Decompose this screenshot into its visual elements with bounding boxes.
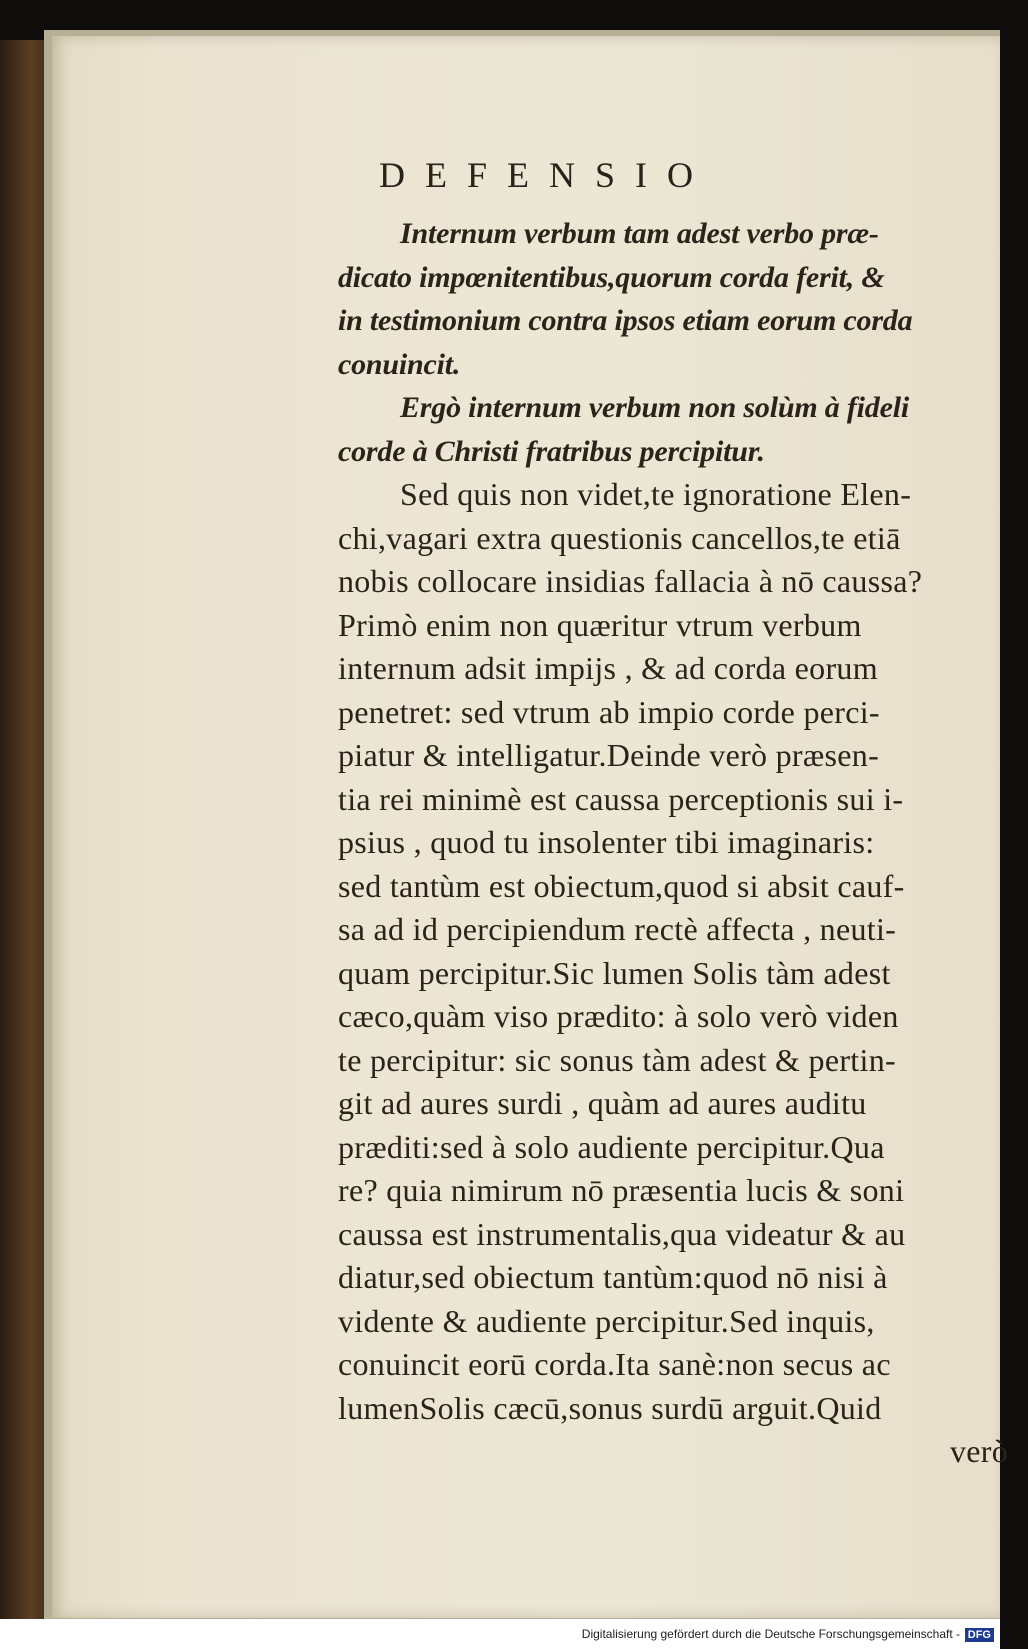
text-line: in testimonium contra ipsos etiam eorum corda bbox=[338, 304, 913, 337]
text-line: vidente & audiente percipitur.Sed inquis, bbox=[338, 1302, 875, 1339]
text-line: lumenSolis cæcū,sonus surdū arguit.Quid bbox=[338, 1389, 882, 1426]
text-line: corde à Christi fratribus percipitur. bbox=[338, 434, 765, 468]
dfg-logo: DFG bbox=[965, 1628, 994, 1642]
footer-bar bbox=[0, 1619, 1000, 1649]
text-line: chi,vagari extra questionis cancellos,te etiā bbox=[338, 519, 901, 556]
text-line: dicato impœnitentibus,quorum corda ferit, & bbox=[338, 260, 885, 294]
text-line: te percipitur: sic sonus tàm adest & pertin- bbox=[338, 1041, 896, 1078]
text-line: sa ad id percipiendum rectè affecta , neuti- bbox=[338, 911, 897, 947]
text-line: nobis collocare insidias fallacia à nō caussa? bbox=[338, 563, 923, 599]
text-line: tia rei minimè est caussa perceptionis sui i- bbox=[338, 780, 904, 817]
text-line: Primò enim non quæritur vtrum verbum bbox=[338, 606, 862, 643]
text-line: Ergò internum verbum non solùm à fideli bbox=[400, 391, 909, 424]
footer-credit: Digitalisierung gefördert durch die Deutsche Forschungsgemeinschaft - bbox=[581, 1627, 960, 1641]
text-line: internum adsit impijs , & ad corda eorum bbox=[338, 650, 878, 686]
text-line: conuincit eorū corda.Ita sanè:non secus ac bbox=[338, 1346, 891, 1382]
text-line: caussa est instrumentalis,qua videatur & au bbox=[338, 1215, 906, 1252]
running-head: DEFENSIO bbox=[378, 155, 713, 195]
catchword: verò bbox=[949, 1433, 1008, 1469]
text-line: Internum verbum tam adest verbo præ- bbox=[400, 217, 879, 250]
text-line: piatur & intelligatur.Deinde verò præsen- bbox=[338, 737, 880, 773]
text-block bbox=[338, 212, 1028, 1474]
text-line: cæco,quàm viso prædito: à solo verò viden bbox=[338, 998, 899, 1034]
text-line: psius , quod tu insolenter tibi imaginaris: bbox=[338, 824, 875, 860]
text-line: quam percipitur.Sic lumen Solis tàm adest bbox=[338, 954, 891, 991]
text-line: re? quia nimirum nō præsentia lucis & soni bbox=[338, 1172, 905, 1208]
text-line: præditi:sed à solo audiente percipitur.Qua bbox=[338, 1128, 885, 1165]
book-page bbox=[52, 36, 1008, 1618]
text-line: sed tantùm est obiectum,quod si absit cauf- bbox=[338, 867, 905, 904]
text-line: git ad aures surdi , quàm ad aures auditu bbox=[338, 1085, 867, 1121]
text-line: conuincit. bbox=[338, 347, 461, 381]
text-line: Sed quis non videt,te ignoratione Elen- bbox=[400, 476, 912, 512]
text-line: penetret: sed vtrum ab impio corde perci- bbox=[338, 693, 880, 730]
text-line: diatur,sed obiectum tantùm:quod nō nisi à bbox=[338, 1259, 888, 1295]
